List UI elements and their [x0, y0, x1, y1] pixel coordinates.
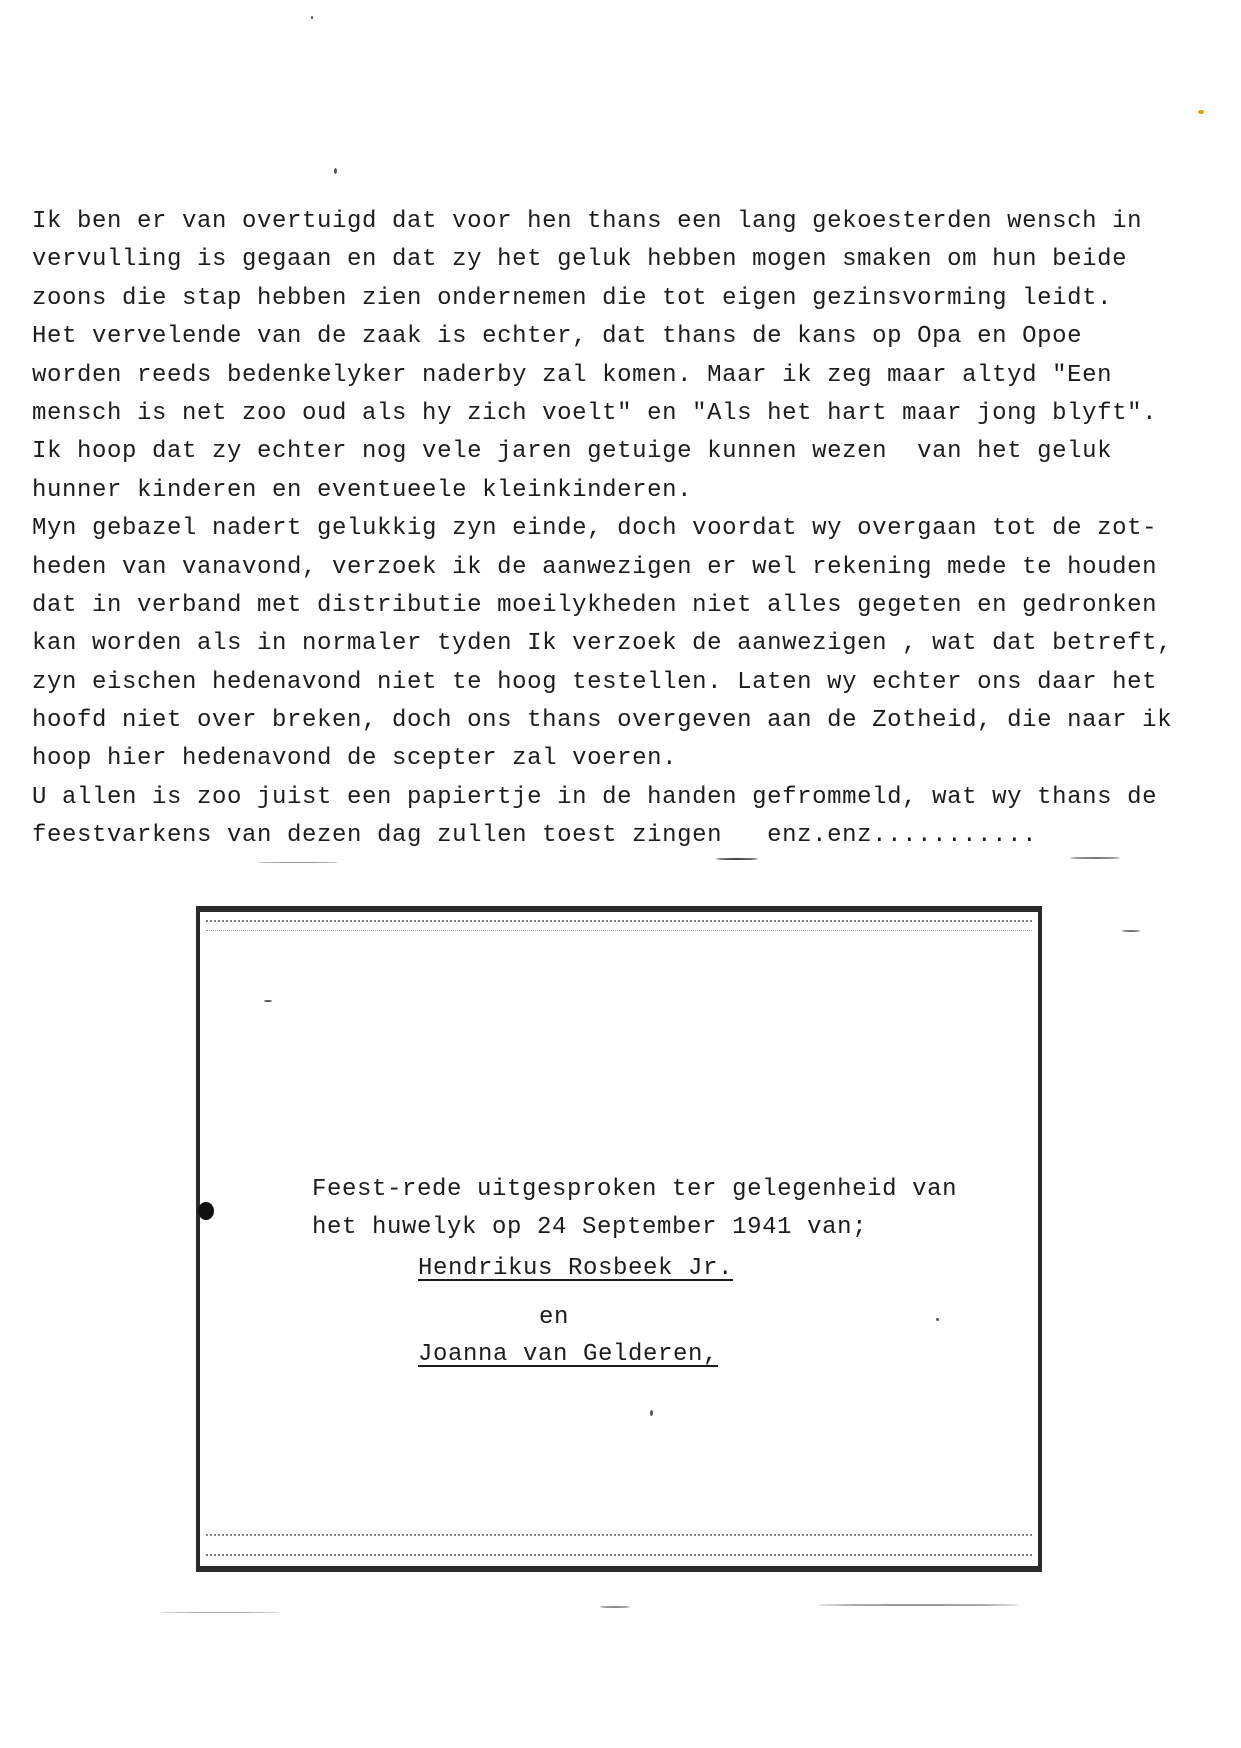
speech-line: Ik hoop dat zy echter nog vele jaren getuige kunnen wezen van het geluk: [32, 438, 1113, 466]
speech-line: kan worden als in normaler tyden Ik verzoek de aanwezigen , wat dat betreft,: [32, 630, 1173, 658]
scan-speck: [311, 16, 313, 19]
bride-name: Joanna van Gelderen,: [418, 1341, 719, 1368]
title-card-line: het huwelyk op 24 September 1941 van;: [312, 1214, 868, 1241]
speech-line: mensch is net zoo oud als hy zich voelt" en "Als het hart maar jong blyft".: [32, 399, 1158, 427]
scan-speck: [334, 168, 337, 174]
speech-line: hoofd niet over breken, doch ons thans overgeven aan de Zotheid, die naar ik: [32, 707, 1173, 735]
speech-line: heden van vanavond, verzoek ik de aanwezigen er wel rekening mede te houden: [32, 553, 1158, 581]
scan-speck: [936, 1318, 939, 1321]
scan-speck: [600, 1606, 630, 1608]
speech-line: dat in verband met distributie moeilykheden niet alles gegeten en gedronken: [32, 591, 1158, 619]
speech-line: zoons die stap hebben zien ondernemen die tot eigen gezinsvorming leidt.: [32, 284, 1113, 312]
punch-hole: [198, 1202, 214, 1220]
speech-line: U allen is zoo juist een papiertje in de handen gefrommeld, wat wy thans de: [32, 783, 1158, 811]
scan-speck: [1198, 110, 1204, 114]
title-card-line: Feest-rede uitgesproken ter gelegenheid van: [312, 1176, 958, 1203]
speech-line: hunner kinderen en eventueele kleinkinderen.: [32, 476, 693, 504]
groom-name: Hendrikus Rosbeek Jr.: [418, 1255, 734, 1282]
scan-speck: [160, 1612, 280, 1613]
speech-line: Myn gebazel nadert gelukkig zyn einde, doch voordat wy overgaan tot de zot-: [32, 515, 1158, 543]
scan-speck: [1070, 857, 1120, 859]
speech-body: [32, 203, 1217, 856]
scan-speck: [818, 1604, 1018, 1606]
speech-line: vervulling is gegaan en dat zy het geluk hebben mogen smaken om hun beide: [32, 246, 1128, 274]
speech-line: feestvarkens van dezen dag zullen toest zingen enz.enz...........: [32, 822, 1038, 850]
scan-speck: [1122, 930, 1140, 932]
scan-speck: [650, 1410, 653, 1416]
speech-line: zyn eischen hedenavond niet te hoog testellen. Laten wy echter ons daar het: [32, 668, 1158, 696]
scan-speck: [258, 862, 338, 863]
speech-line: hoop hier hedenavond de scepter zal voeren.: [32, 745, 678, 773]
conjunction: en: [539, 1304, 570, 1331]
speech-line: worden reeds bedenkelyker naderby zal komen. Maar ik zeg maar altyd "Een: [32, 361, 1113, 389]
speech-line: Het vervelende van de zaak is echter, dat thans de kans op Opa en Opoe: [32, 323, 1083, 351]
scan-speck: [264, 1000, 272, 1002]
speech-line: Ik ben er van overtuigd dat voor hen thans een lang gekoesterden wensch in: [32, 208, 1143, 235]
scan-speck: [716, 858, 758, 860]
